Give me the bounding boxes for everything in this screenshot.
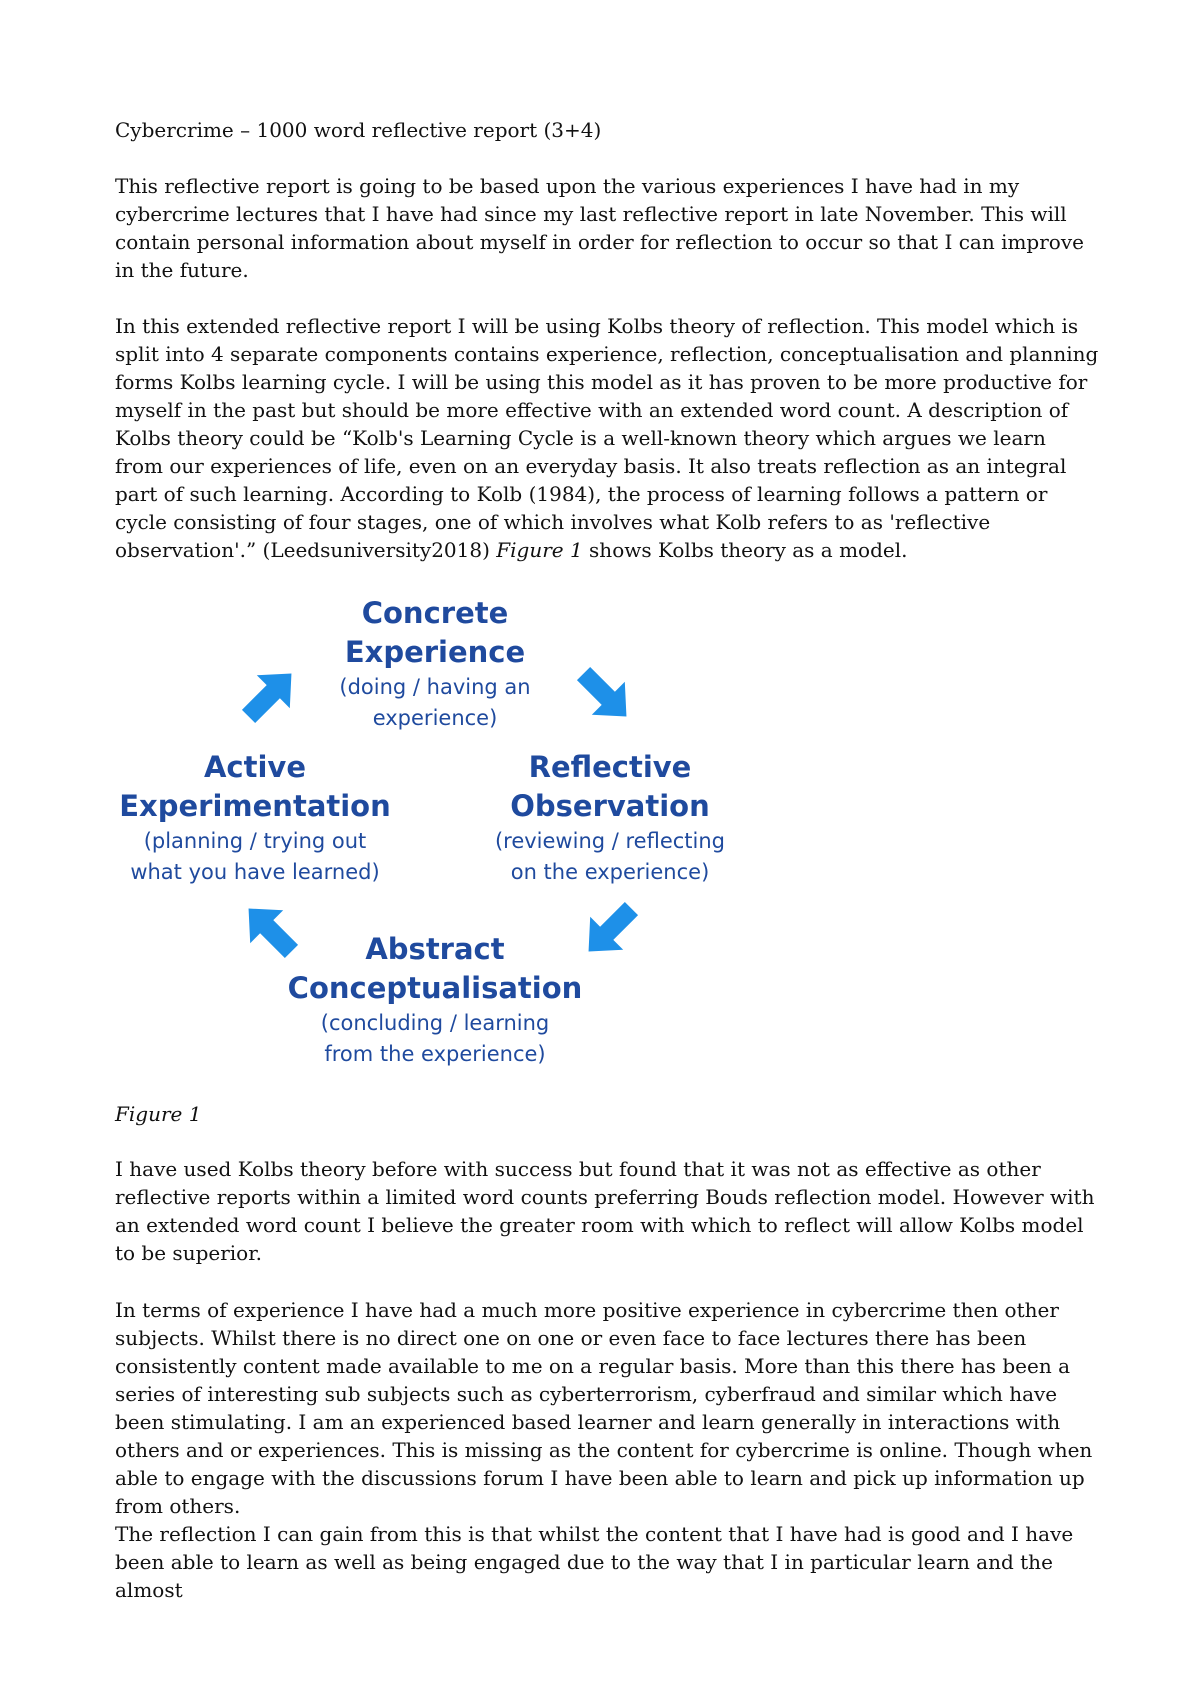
paragraph-intro-text: This reflective report is going to be based upon the various experiences I have had in my cybercrime lectures that I have had since my last reflective report in late November. This will contain personal information about myself in order for reflection to occur so that I can improve in the future. (115, 174, 1084, 282)
stage-reflective-observation (475, 748, 745, 888)
stage-abstract-conceptualisation (280, 930, 590, 1070)
paragraph-reflection-text: The reflection I can gain from this is that whilst the content that I have had is good and I have been able to learn as well as being engaged due to the way that I in particular learn and the almost (115, 1522, 1074, 1602)
paragraph-previous-use-text: I have used Kolbs theory before with success but found that it was not as effective as other reflective reports within a limited word counts preferring Bouds reflection model. However with an extended word count I believe the greater room with which to reflect will allow Kolbs model to be superior. (115, 1157, 1095, 1265)
figure-caption (115, 1100, 1100, 1128)
stage-description: what you have learned) (130, 860, 380, 884)
stage-active-experimentation (110, 748, 400, 888)
stage-heading: Reflective (528, 750, 692, 784)
document-title (115, 116, 1100, 144)
paragraph-experience (115, 1296, 1100, 1520)
stage-heading: Experience (344, 635, 526, 669)
stage-heading: Conceptualisation (287, 971, 583, 1005)
figure-caption-text: Figure 1 (115, 1102, 202, 1126)
arrow-up-right-icon (235, 660, 305, 730)
stage-heading: Experimentation (119, 789, 391, 823)
stage-description: (reviewing / reflecting (494, 829, 726, 853)
stage-description: (doing / having an (339, 675, 531, 699)
paragraph-reflection (115, 1520, 1100, 1604)
stage-concrete-experience (305, 594, 565, 734)
stage-heading: Observation (510, 789, 710, 823)
stage-description: experience) (372, 706, 498, 730)
stage-description: (planning / trying out (143, 829, 367, 853)
kolb-cycle-diagram (120, 590, 740, 1090)
paragraph-kolb-main: In this extended reflective report I will be using Kolbs theory of reflection. This model which is split into 4 separate components contains experience, reflection, conceptualisation and planning forms Kolbs learning cycle. I will be using this model as it has proven to be more productive for myself in the past but should be more effective with an extended word count. A description of Kolbs theory could be “Kolb's Learning Cycle is a well-known theory which argues we learn from our experiences of life, even on an everyday basis. It also treats reflection as an integral part of such learning. According to Kolb (1984), the process of learning follows a pattern or cycle consisting of four stages, one of which involves what Kolb refers to as 'reflective observation'.” (Leedsuniversity2018) (115, 314, 1099, 562)
paragraph-experience-text: In terms of experience I have had a much more positive experience in cybercrime then other subjects. Whilst there is no direct one on one or even face to face lectures there has been consistently content made available to me on a regular basis. More than this there has been a series of interesting sub subjects such as cyberterrorism, cyberfraud and similar which have been stimulating. I am an experienced based learner and learn generally in interactions with others and or experiences. This is missing as the content for cybercrime is online. Though when able to engage with the discussions forum I have been able to learn and pick up information up from others. (115, 1298, 1093, 1518)
stage-heading: Concrete (361, 596, 509, 630)
paragraph-kolb-end: shows Kolbs theory as a model. (582, 538, 908, 562)
stage-heading: Abstract (365, 932, 505, 966)
paragraph-kolb-theory-text (115, 312, 1100, 564)
stage-description: (concluding / learning (320, 1011, 550, 1035)
arrow-down-right-icon (570, 660, 640, 730)
arrow-up-left-icon (235, 895, 305, 965)
paragraph-previous-use (115, 1155, 1100, 1267)
title-text: Cybercrime – 1000 word reflective report (3+4) (115, 118, 602, 142)
paragraph-intro (115, 172, 1100, 284)
stage-description: from the experience) (324, 1042, 546, 1066)
arrow-down-left-icon (575, 895, 645, 965)
stage-heading: Active (203, 750, 306, 784)
paragraph-kolb-theory (115, 312, 1100, 564)
stage-description: on the experience) (510, 860, 710, 884)
figure-reference: Figure 1 (496, 538, 583, 562)
